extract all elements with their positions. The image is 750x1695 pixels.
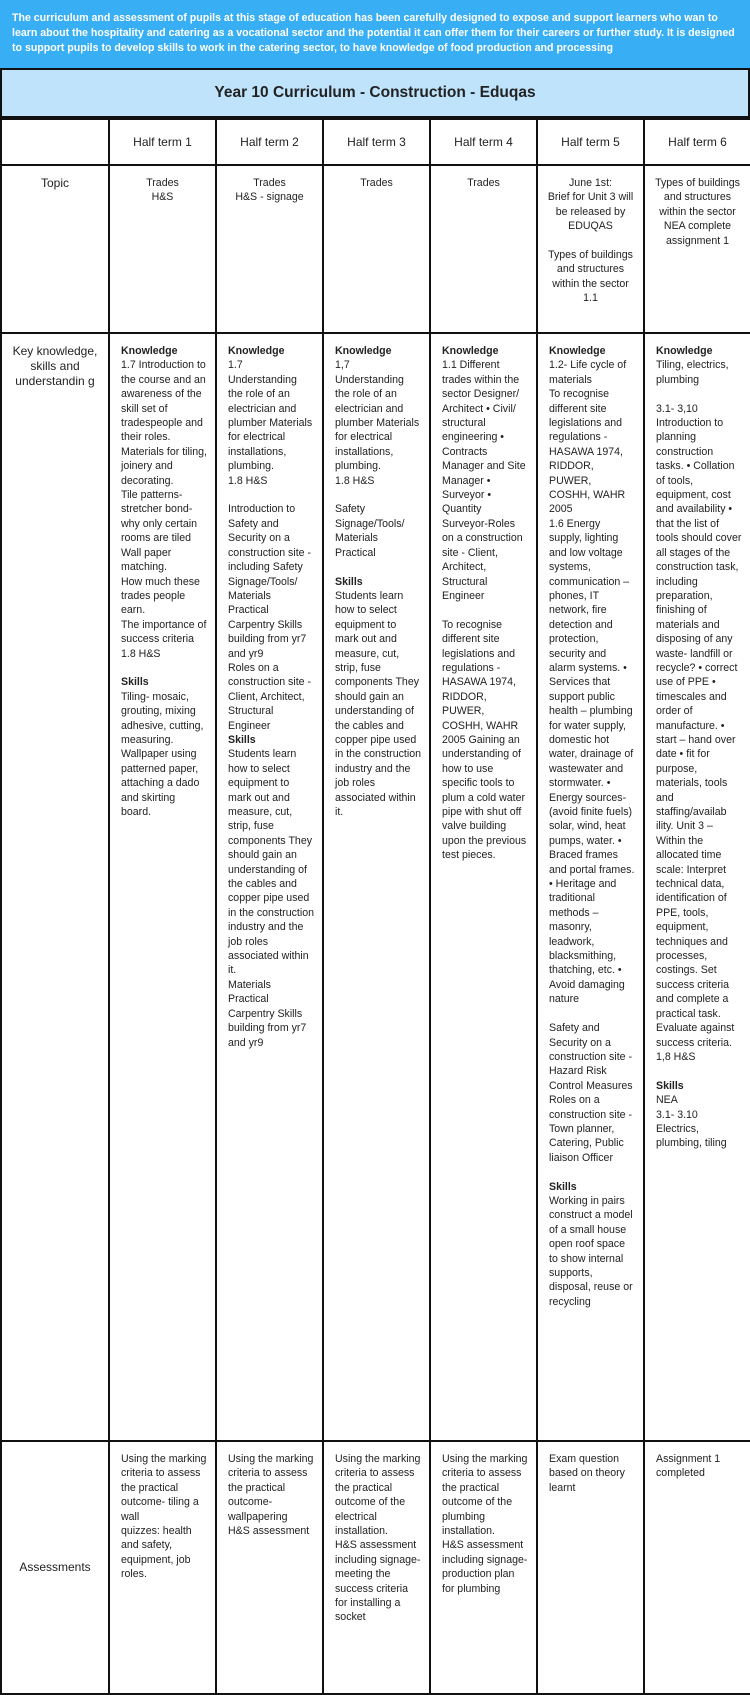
knowledge-cell [323,333,430,1441]
topic-row [1,165,750,333]
term-header: Half term 3 [323,119,430,165]
topic-text: Trades [360,177,393,189]
skills-heading: Skills [121,676,149,689]
row-label-topic [1,165,109,333]
topic-text: Trades [467,177,500,189]
assessment-text: Assignment 1 completed [656,1453,721,1480]
knowledge-heading: Knowledge [121,345,178,357]
corner-cell [1,119,109,165]
term-header: Half term 5 [537,119,644,165]
topic-cell [216,165,323,333]
knowledge-cell [537,333,644,1441]
term-header: Half term 2 [216,119,323,165]
topic-cell [109,165,216,333]
assessment-cell [430,1441,537,1694]
assessment-text: Using the marking criteria to assess the practical outcome- wallpapering H&S assessment [228,1453,314,1538]
knowledge-text: 1.2- Life cycle of materials To recognise different site legislations and regulations - HASAWA 1974, RIDDOR, PUWER, COSHH, WAHR 2005 1.6 Energy supply, lighting and low voltage systems, communication – phones, IT network, fire detection and protection, security and alarm systems. • Services that support public health – plumbing for water supply, domestic hot water, drainage of wastewater and stormwater. • Energy sources- (avoid finite fuels) solar, wind, heat pumps, water. • Braced frames and portal frames. • Heritage and traditional methods – masonry, leadwork, blacksmithing, thatching, etc. • Avoid damaging nature Safety and Security on a construction site - Hazard Risk Control Measures Roles on a construction site - Town planner, Catering, Public liaison Officer [549,359,635,1164]
skills-text: Working in pairs construct a model of a small house open roof space to show internal supports, disposal, reuse or recycling [549,1194,633,1308]
skills-heading: Skills [656,1079,684,1092]
intro-banner: The curriculum and assessment of pupils at this stage of education has been carefully designed to expose and support learners who wan to learn about the hospitality and catering as a vocational sector and the potential it can offer them for their careers or further study. It is designed to support pupils to develop skills to work in the catering sector, to have knowledge of food production and processing [0,0,750,68]
page-title: Year 10 Curriculum - Construction - Eduqas [0,68,750,118]
topic-cell [323,165,430,333]
topic-cell [537,165,644,333]
assessment-cell [323,1441,430,1694]
assessment-cell [537,1441,644,1694]
assessments-row [1,1441,750,1694]
row-label-text: Topic [40,176,69,190]
assessment-cell [109,1441,216,1694]
topic-cell [430,165,537,333]
skills-text: Students learn how to select equipment to mark out and measure, cut, strip, fuse components They should gain an understanding of the cables and copper pipe used in the construction industry and the job roles associated within it. Materials Practical Carpentry Skills building from yr7 and yr9 [228,748,314,1049]
knowledge-text: 1.1 Different trades within the sector Designer/ Architect • Civil/ structural engineering • Contracts Manager and Site Manager • Surveyor • Quantity Surveyor-Roles on a construction site - Client, Architect, Structural Engineer To recognise different site legislations and regulations - HASAWA 1974, RIDDOR, PUWER, COSHH, WAHR 2005 Gaining an understanding of how to use specific tools to plum a cold water pipe with shut off valve building upon the previous test pieces. [442,359,527,862]
assessment-text: Using the marking criteria to assess the practical outcome- tiling a wall quizzes: health and safety, equipment, job roles. [121,1453,207,1581]
knowledge-text: 1.7 Understanding the role of an electrician and plumber Materials for electrical installations, plumbing. 1.8 H&S Introduction to Safety and Security on a construction site - including Safety Signage/Tools/ Materials Practical Carpentry Skills building from yr7 and yr9 Roles on a construction site - Client, Architect, Structural Engineer [228,359,313,732]
skills-text: NEA 3.1- 3.10 Electrics, plumbing, tiling [656,1094,727,1150]
topic-text: June 1st: Brief for Unit 3 will be released by EDUQAS Types of buildings and structures within the sector 1.1 [547,177,634,305]
topic-cell [644,165,750,333]
term-header: Half term 4 [430,119,537,165]
row-label-text: Key knowledge, skills and understandin g [12,344,98,388]
knowledge-heading: Knowledge [656,345,713,357]
assessment-cell [216,1441,323,1694]
row-label-text: Assessments [19,1560,91,1574]
row-label-assessments [1,1441,109,1694]
term-header: Half term 6 [644,119,750,165]
skills-text: Students learn how to select equipment to mark out and measure, cut, strip, fuse components They should gain an understanding of the cables and copper pipe used in the construction industry and the job roles associated within it. [335,589,421,818]
knowledge-heading: Knowledge [549,345,606,357]
knowledge-cell [430,333,537,1441]
topic-text: Trades H&S [146,177,179,204]
knowledge-heading: Knowledge [442,345,499,357]
assessment-text: Using the marking criteria to assess the practical outcome of the electrical installation. H&S assessment including signage- meeting the success criteria for installing a socket [335,1453,421,1624]
topic-text: Types of buildings and structures within the sector NEA complete assignment 1 [655,177,740,247]
skills-heading: Skills [335,575,363,588]
header-row [1,119,750,165]
knowledge-text: 1.7 Introduction to the course and an awareness of the skill set of tradespeople and their roles. Materials for tiling, joinery and decorating. Tile patterns- stretcher bond- why only certain rooms are tiled Wall paper matching. How much these trades people earn. The importance of success criteria 1.8 H&S [121,359,207,660]
knowledge-cell [109,333,216,1441]
topic-text: Trades H&S - signage [235,177,304,204]
knowledge-cell [216,333,323,1441]
knowledge-text: 1,7 Understanding the role of an electrician and plumber Materials for electrical installations, plumbing. 1.8 H&S Safety Signage/Tools/ Materials Practical [335,359,420,559]
knowledge-text: Tiling, electrics, plumbing 3.1- 3,10 Introduction to planning construction tasks. • Collation of tools, equipment, cost and availability • that the list of tools should cover all stages of the construction task, including preparation, finishing of materials and disposing of any waste- landfill or recycle? • correct use of PPE • timescales and order of manufacture. • start – hand over date • fit for purpose, materials, tools and staffing/availab ility. Unit 3 – Within the allocated time scale: Interpret technical data, identification of PPE, tools, equipment, techniques and processes, costings. Set success criteria and complete a practical task. Evaluate against success criteria. 1,8 H&S [656,359,742,1063]
skills-heading: Skills [549,1180,577,1193]
knowledge-heading: Knowledge [335,345,392,357]
assessment-text: Exam question based on theory learnt [549,1453,625,1494]
term-header: Half term 1 [109,119,216,165]
knowledge-heading: Knowledge [228,345,285,357]
skills-text: Tiling- mosaic, grouting, mixing adhesive, cutting, measuring. Wallpaper using patterned paper, attaching a dado and skirting board. [121,690,204,818]
assessment-text: Using the marking criteria to assess the practical outcome of the plumbing installation. H&S assessment including signage- production plan for plumbing [442,1453,528,1595]
assessment-cell [644,1441,750,1694]
knowledge-row [1,333,750,1441]
skills-heading: Skills [228,733,256,746]
row-label-knowledge [1,333,109,1441]
curriculum-table [0,118,750,1695]
knowledge-cell [644,333,750,1441]
